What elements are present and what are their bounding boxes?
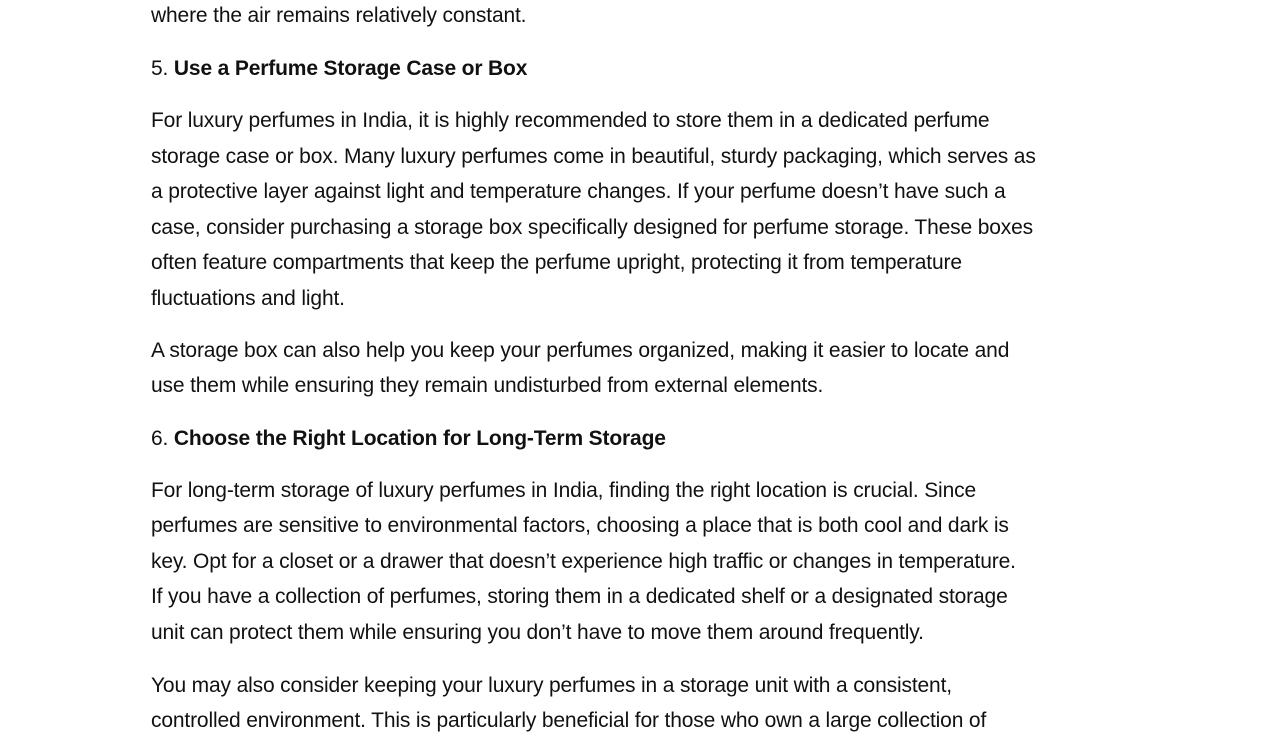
text-line: You may also consider keeping your luxury perfumes in a storage unit with a consistent,	[151, 674, 952, 697]
text-line: For luxury perfumes in India, it is highly recommended to store them in a dedicated perfume	[151, 109, 990, 132]
section-title: Choose the Right Location for Long-Term Storage	[173, 427, 666, 450]
section-number: 6.	[151, 427, 169, 450]
text-line: unit can protect them while ensuring you don’t have to move them around frequently.	[151, 621, 924, 644]
text-line: perfumes are sensitive to environmental factors, choosing a place that is both cool and dark is	[151, 514, 1009, 537]
section-heading-6	[151, 421, 666, 457]
paragraph-fragment: where the air remains relatively constant.	[151, 4, 527, 27]
text-line: fluctuations and light.	[151, 287, 345, 310]
section-number: 5.	[151, 57, 169, 80]
text-line: controlled environment. This is particularly beneficial for those who own a large collection of	[151, 709, 987, 732]
section-title: Use a Perfume Storage Case or Box	[173, 57, 528, 80]
text-line: For long-term storage of luxury perfumes in India, finding the right location is crucial. Since	[151, 479, 976, 502]
text-line: A storage box can also help you keep your perfumes organized, making it easier to locate and	[151, 339, 1010, 362]
text-line: use them while ensuring they remain undisturbed from external elements.	[151, 374, 824, 397]
text-line: a protective layer against light and temperature changes. If your perfume doesn’t have such a	[151, 180, 1006, 203]
text-line: often feature compartments that keep the perfume upright, protecting it from temperature	[151, 251, 962, 274]
text-line: If you have a collection of perfumes, storing them in a dedicated shelf or a designated storage	[151, 585, 1008, 608]
text-line: case, consider purchasing a storage box specifically designed for perfume storage. These boxes	[151, 216, 1034, 239]
section-heading-5	[151, 51, 527, 87]
text-line: storage case or box. Many luxury perfumes come in beautiful, sturdy packaging, which serves as	[151, 145, 1036, 168]
text-line: key. Opt for a closet or a drawer that doesn’t experience high traffic or changes in temperature.	[151, 550, 1016, 573]
